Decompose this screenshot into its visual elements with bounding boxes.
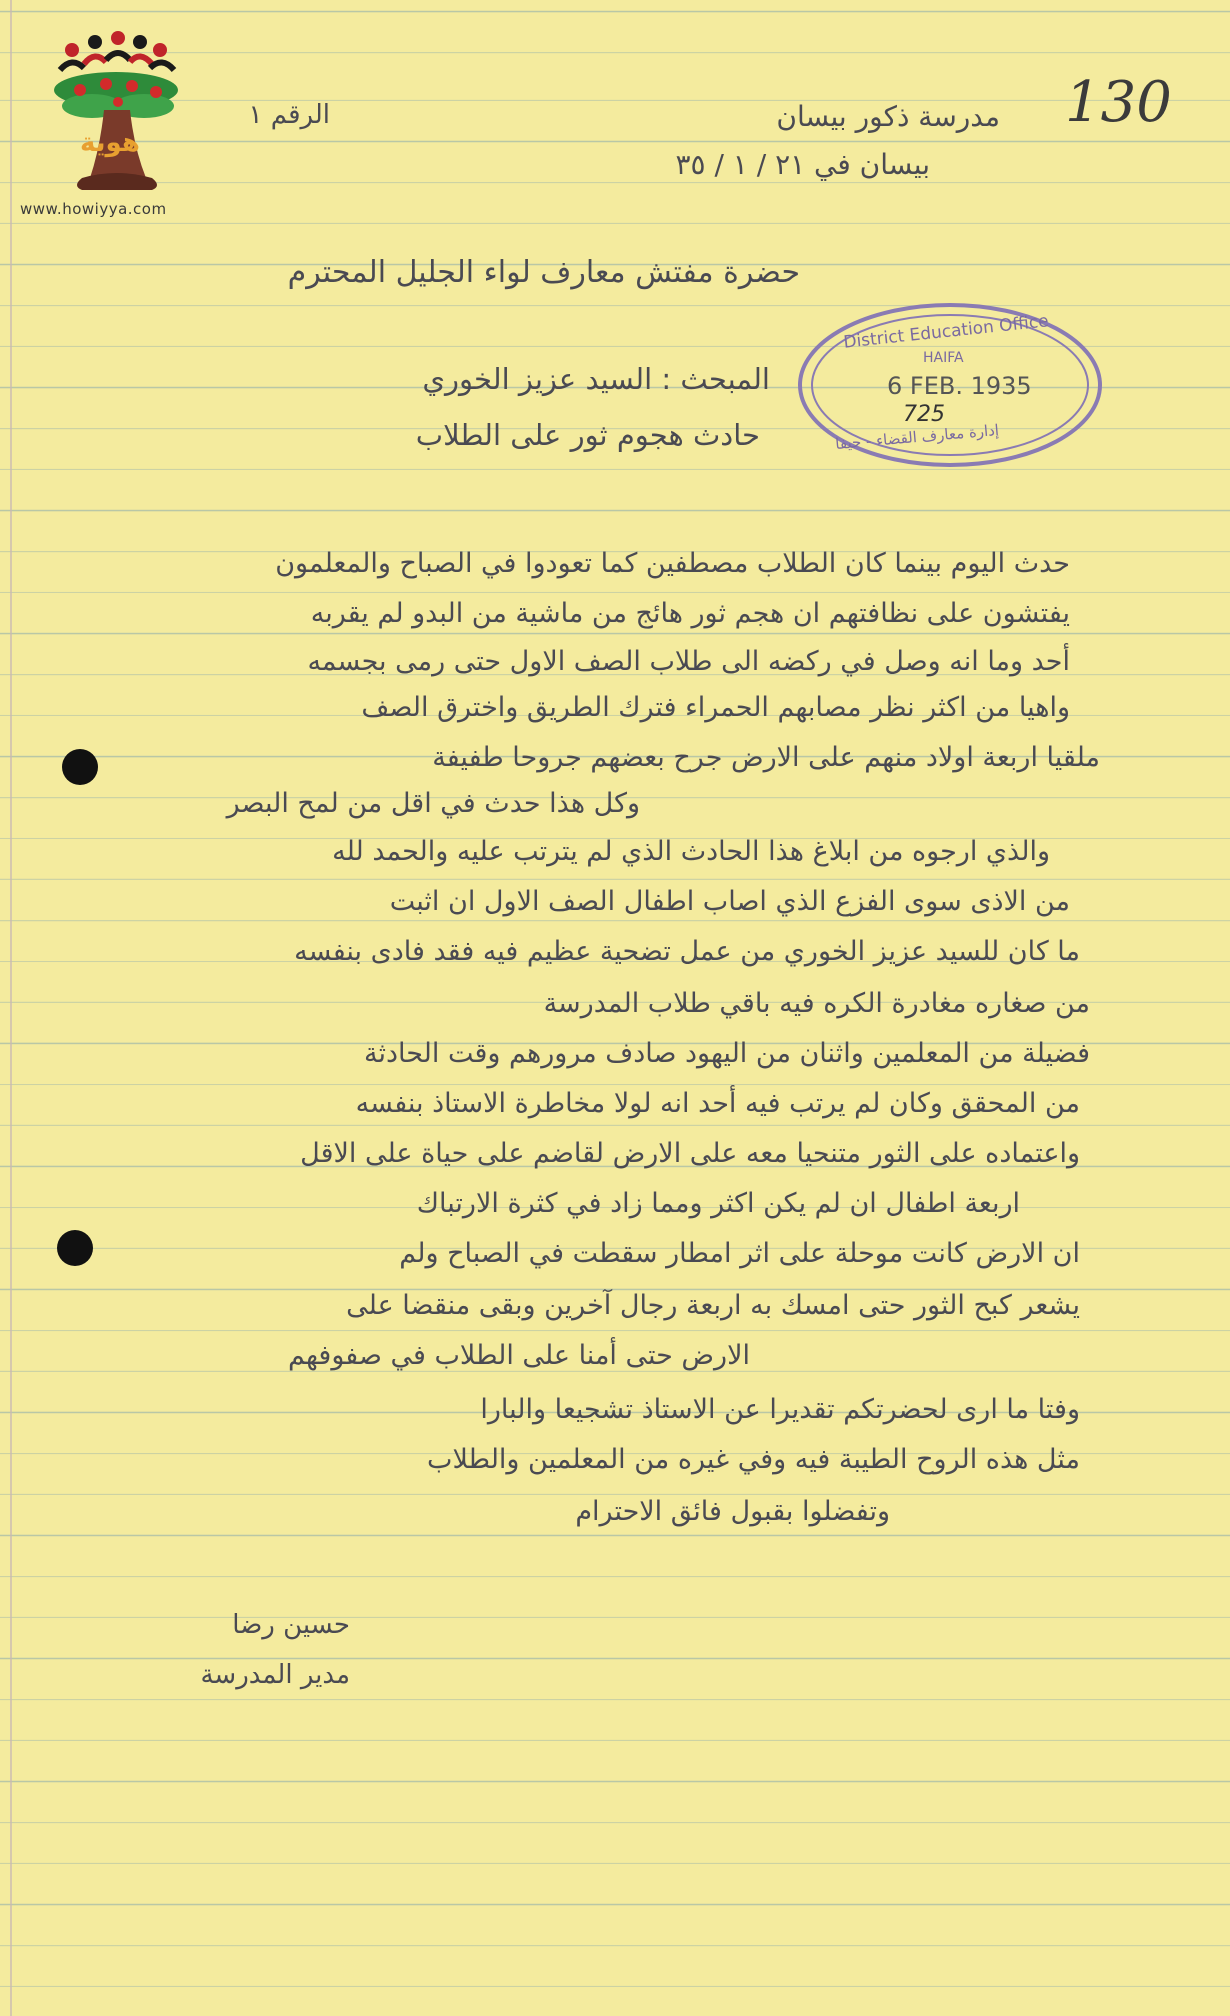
howiyya-logo <box>22 28 202 228</box>
body-line: من الاذى سوى الفزع الذي اصاب اطفال الصف الاول ان اثبت <box>389 886 1070 917</box>
body-line: وتفضلوا بقبول فائق الاحترام <box>575 1496 890 1527</box>
addressee: حضرة مفتش معارف لواء الجليل المحترم <box>287 255 800 290</box>
body-line: مثل هذه الروح الطيبة فيه وفي غيره من المعلمين والطلاب <box>427 1444 1080 1475</box>
body-line: واعتماده على الثور متنحيا معه على الارض لقاضم على حياة على الاقل <box>300 1138 1080 1169</box>
body-line: ما كان للسيد عزيز الخوري من عمل تضحية عظيم فيه فقد فادى بنفسه <box>294 936 1080 967</box>
body-line: ان الارض كانت موحلة على اثر امطار سقطت في الصباح ولم <box>399 1238 1080 1269</box>
subject-line-2: حادث هجوم ثور على الطلاب <box>415 418 760 452</box>
subject-line-1: المبحث : السيد عزيز الخوري <box>422 362 770 396</box>
school-name: مدرسة ذكور بيسان <box>776 100 1000 133</box>
stamp-number: 725 <box>903 402 945 427</box>
body-line: حدث اليوم بينما كان الطلاب مصطفين كما تعودوا في الصباح والمعلمون <box>275 548 1070 579</box>
signature-title: مدير المدرسة <box>200 1660 350 1690</box>
body-line: يفتشون على نظافتهم ان هجم ثور هائج من ماشية من البدو لم يقربه <box>310 598 1070 629</box>
body-line: من المحقق وكان لم يرتب فيه أحد انه لولا مخاطرة الاستاذ بنفسه <box>355 1088 1080 1119</box>
body-line: والذي ارجوه من ابلاغ هذا الحادث الذي لم يترتب عليه والحمد لله <box>332 836 1050 867</box>
stamp-office-name: District Education Office <box>842 311 1050 353</box>
stamp-date: 6 FEB. 1935 <box>887 372 1032 400</box>
body-line: ملقيا اربعة اولاد منهم على الارض جرح بعضهم جروحا طفيفة <box>432 742 1100 773</box>
reference-number: الرقم ١ <box>248 100 330 130</box>
body-line: أحد وما انه وصل في ركضه الى طلاب الصف الاول حتى رمى بجسمه <box>307 646 1070 677</box>
body-line: يشعر كبح الثور حتى امسك به اربعة رجال آخرين وبقى منقضا على <box>346 1290 1080 1321</box>
body-line: اربعة اطفال ان لم يكن اكثر ومما زاد في كثرة الارتباك <box>416 1188 1020 1219</box>
margin-rule <box>10 0 12 2016</box>
body-line: فضيلة من المعلمين واثنان من اليهود صادف مرورهم وقت الحادثة <box>364 1038 1090 1069</box>
binder-hole-top <box>62 749 98 785</box>
stamp-arabic: إدارة معارف القضاء - حيفا <box>834 420 1000 454</box>
watermark-url: www.howiyya.com <box>20 200 167 218</box>
logo-text: هوية <box>80 128 140 158</box>
body-line: وكل هذا حدث في اقل من لمح البصر <box>226 788 640 819</box>
binder-hole-bottom <box>57 1230 93 1266</box>
body-line: واهيا من اكثر نظر مصابهم الحمراء فترك الطريق واخترق الصف <box>361 692 1070 723</box>
page-number: 130 <box>1065 70 1172 135</box>
stamp-city: HAIFA <box>923 350 964 366</box>
office-stamp <box>795 300 1105 470</box>
tree-logo-icon <box>22 28 202 208</box>
body-line: من صغاره مغادرة الكره فيه باقي طلاب المدرسة <box>543 988 1090 1019</box>
body-line: وفتا ما ارى لحضرتكم تقديرا عن الاستاذ تشجيعا والبارا <box>480 1394 1080 1425</box>
body-line: الارض حتى أمنا على الطلاب في صفوفهم <box>288 1340 750 1371</box>
letter-date: بيسان في ٢١ / ١ / ٣٥ <box>675 148 930 181</box>
signature-name: حسين رضا <box>232 1610 350 1640</box>
